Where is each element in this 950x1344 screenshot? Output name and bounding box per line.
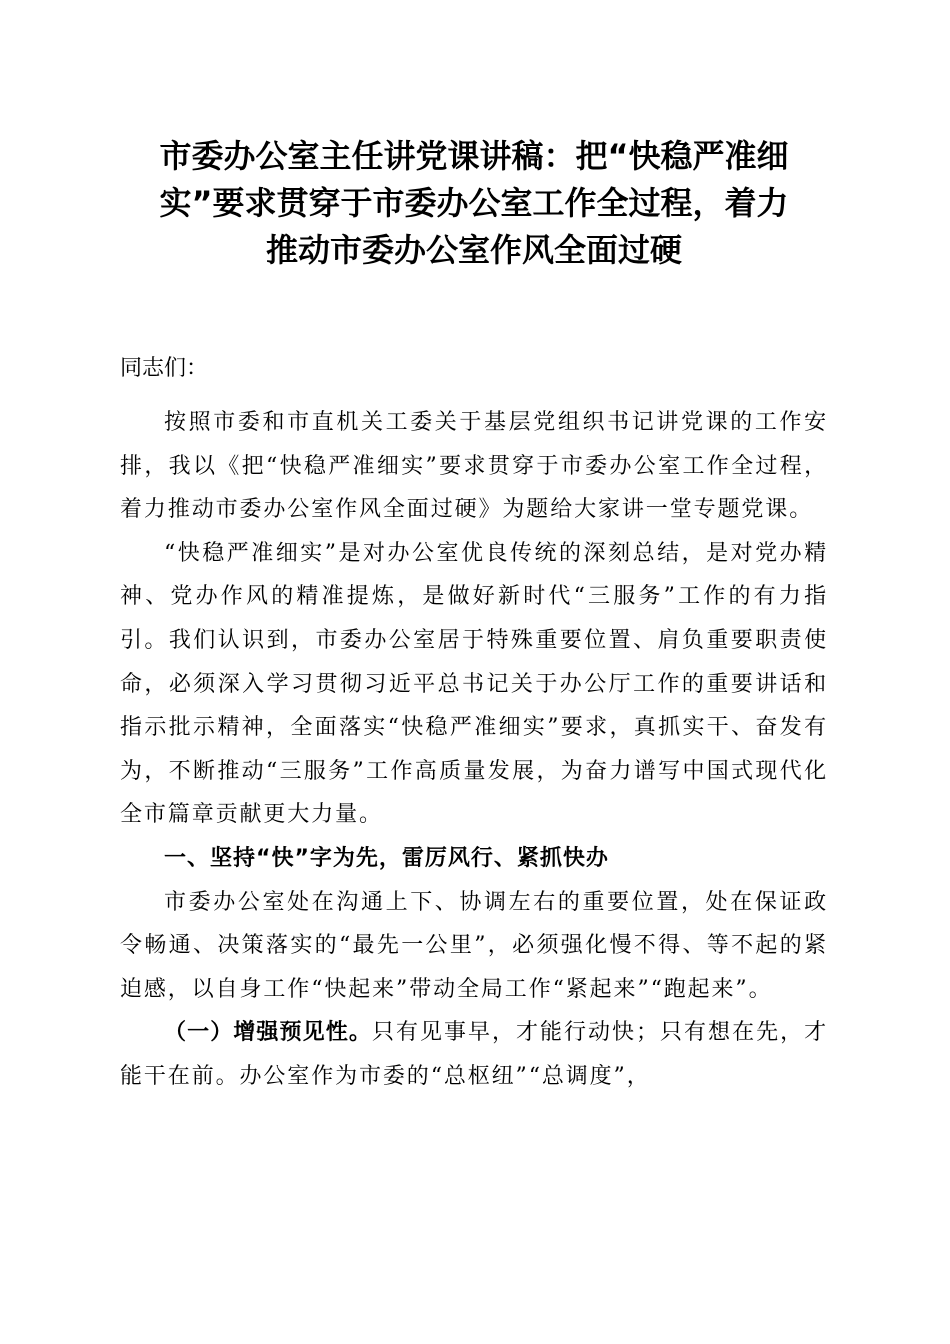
document-title [120, 133, 828, 274]
section-heading-1: 一、坚持“快”字为先，雷厉风行、紧抓快办 [164, 845, 609, 871]
section-1-paragraph: 市委办公室处在沟通上下、协调左右的重要位置，处在保证政令畅通、决策落实的“最先一公里”，必须强化慢不得、等不起的紧迫感，以自身工作“快起来”带动全局工作“紧起来”“跑起来”。 [120, 889, 828, 1002]
title-line-2: 实”要求贯穿于市委办公室工作全过程，着力 [159, 184, 789, 222]
salutation: 同志们： [120, 356, 209, 381]
intro-paragraph: 按照市委和市直机关工委关于基层党组织书记讲党课的工作安排，我以《把“快稳严准细实”要求贯穿于市委办公室工作全过程，着力推动市委办公室作风全面过硬》为题给大家讲一堂专题党课。 [120, 410, 828, 523]
overview-paragraph: “快稳严准细实”是对办公室优良传统的深刻总结，是对党办精神、党办作风的精准提炼，是做好新时代“三服务”工作的有力指引。我们认识到，市委办公室居于特殊重要位置、肩负重要职责使命，必须深入学习贯彻习近平总书记关于办公厅工作的重要讲话和指示批示精神，全面落实“快稳严准细实”要求，真抓实干、奋发有为，不断推动“三服务”工作高质量发展，为奋力谱写中国式现代化全市篇章贡献更大力量。 [120, 540, 828, 828]
document-page [120, 133, 828, 1099]
document-body [120, 401, 828, 1099]
title-line-1: 市委办公室主任讲党课讲稿：把“快稳严准细 [159, 137, 789, 175]
title-line-3: 推动市委办公室作风全面过硬 [265, 231, 682, 269]
subsection-1-paragraph [120, 1011, 828, 1098]
subsection-1-text: 只有见事早，才能行动快；只有想在先，才能干在前。办公室作为市委的“总枢纽”“总调度”， [120, 1020, 828, 1089]
subsection-1-lead: （一）增强预见性。 [164, 1020, 372, 1046]
